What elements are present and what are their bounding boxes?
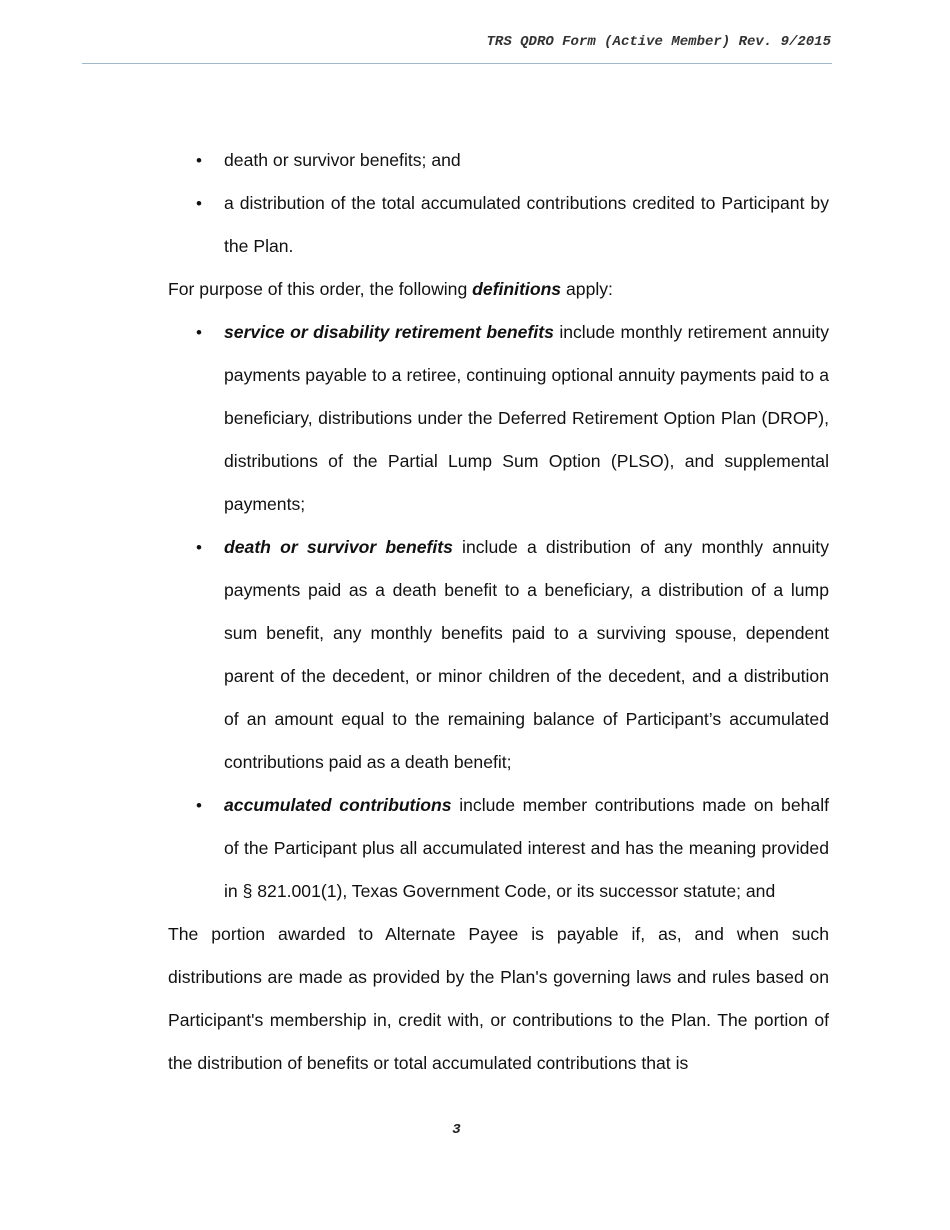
definition-item (168, 784, 829, 913)
definition-text: include monthly retirement annuity payments payable to a retiree, continuing optional annuity payments paid to a beneficiary, distributions under the Deferred Retirement Option Plan (DROP), distributions of the Partial Lump Sum Option (PLSO), and supplemental payments; (224, 322, 829, 514)
header-title: TRS QDRO Form (Active Member) Rev. 9/2015 (486, 34, 831, 50)
list-item-text: a distribution of the total accumulated contributions credited to Participant by the Plan. (224, 193, 829, 256)
bullet-icon: • (196, 323, 202, 342)
closing-paragraph: The portion awarded to Alternate Payee is payable if, as, and when such distributions are made as provided by the Plan's governing laws and rules based on Participant's membership in, credit with, or contributions to the Plan. The portion of the distribution of benefits or total accumulated contributions that is (168, 924, 829, 1073)
definition-item (168, 311, 829, 526)
list-item (168, 139, 829, 182)
bullet-icon: • (196, 796, 202, 815)
definitions-term: definitions (472, 279, 562, 299)
definition-item (168, 526, 829, 784)
definitions-intro (168, 268, 829, 311)
definition-text: include a distribution of any monthly annuity payments paid as a death benefit to a beneficiary, a distribution of a lump sum benefit, any monthly benefits paid to a surviving spouse, dependent parent of the decedent, or minor children of the decedent, and a distribution of an amount equal to the remaining balance of Participant’s accumulated contributions paid as a death benefit; (224, 537, 829, 772)
list-item (168, 182, 829, 268)
definition-text: include member contributions made on behalf of the Participant plus all accumulated interest and has the meaning provided in § 821.001(1), Texas Government Code, or its successor statute; and (224, 795, 829, 901)
bullet-icon: • (196, 538, 202, 557)
definition-term: accumulated contributions (224, 795, 452, 815)
bullet-icon: • (196, 194, 202, 213)
bullet-icon: • (196, 151, 202, 170)
definitions-intro-text: For purpose of this order, the following (168, 279, 473, 299)
page-number: 3 (452, 1122, 461, 1138)
header-divider (82, 63, 832, 64)
intro-bullet-list (168, 139, 829, 268)
definitions-intro-tail: apply: (561, 279, 613, 299)
document-body (168, 139, 829, 1085)
list-item-text: death or survivor benefits; and (224, 150, 461, 170)
definitions-list (168, 311, 829, 913)
definition-term: death or survivor benefits (224, 537, 453, 557)
definition-term: service or disability retirement benefits (224, 322, 554, 342)
